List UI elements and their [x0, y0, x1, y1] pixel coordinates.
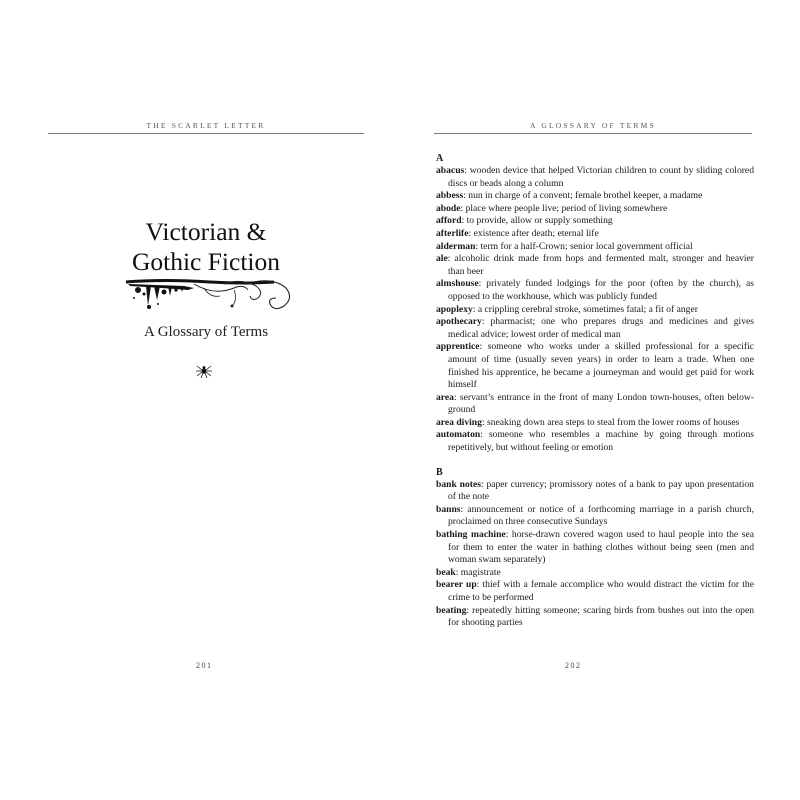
glossary-list: [436, 153, 754, 630]
entry-definition: : someone who resembles a machine by going through motions repetitively, but without feeling or emotion: [448, 429, 754, 454]
entry-definition: : thief with a female accomplice who would distract the victim for the crime to be performed: [448, 579, 754, 603]
ink-splatter-scroll-ornament: [124, 276, 296, 316]
entry-definition: : pharmacist; one who prepares drugs and medicines and gives medical advice; lowest order of medical man: [448, 316, 754, 340]
subtitle: A Glossary of Terms: [143, 324, 269, 340]
entry-term: bearer up: [436, 579, 477, 591]
entry-definition: : nun in charge of a convent; female brothel keeper, a madame: [463, 190, 703, 202]
entry-definition: : wooden device that helped Victorian children to count by sliding colored discs or beads along a column: [448, 165, 754, 189]
entry-definition: : paper currency; promissory notes of a bank to pay upon presentation of the note: [448, 478, 754, 503]
glossary-entry: [436, 392, 754, 417]
entry-term: area diving: [436, 416, 482, 428]
glossary-entry: [436, 504, 754, 529]
glossary-entry: [436, 567, 754, 580]
section-letter: A: [436, 153, 444, 164]
glossary-entry: [436, 429, 754, 454]
page-number: 202: [565, 661, 582, 670]
page-number: 201: [196, 661, 213, 670]
entry-definition: : place where people live; period of living somewhere: [460, 202, 668, 214]
entry-term: afford: [436, 215, 462, 227]
glossary-entry: [436, 190, 754, 203]
entry-term: beating: [436, 604, 467, 616]
entry-definition: : term for a half-Crown; senior local government official: [475, 240, 693, 252]
running-head: A GLOSSARY OF TERMS: [530, 121, 656, 130]
entry-definition: : existence after death; eternal life: [468, 227, 599, 239]
title-line-1: Victorian &: [145, 217, 267, 246]
entry-term: bathing machine: [436, 529, 506, 541]
glossary-entry: [436, 579, 754, 604]
entry-term: automaton: [436, 429, 481, 441]
glossary-entry: [436, 165, 754, 190]
glossary-entry: [436, 228, 754, 241]
entry-definition: : someone who works under a skilled professional for a specific amount of time (usually seven years) in order to learn a trade. When one finished his apprentice, he became a journeyman and would get paid for work himself: [448, 341, 754, 391]
glossary-entry: [436, 529, 754, 567]
entry-term: ale: [436, 253, 448, 265]
entry-definition: : privately funded lodgings for the poor (often by the church), as opposed to the workhouse, which was publicly funded: [448, 278, 754, 302]
running-head: THE SCARLET LETTER: [146, 121, 266, 130]
entry-term: abacus: [436, 165, 465, 176]
glossary-entry: [436, 278, 754, 303]
spider-icon: [195, 363, 213, 379]
entry-term: banns: [436, 503, 461, 515]
section-spacer: [436, 455, 754, 467]
title-line-2: Gothic Fiction: [131, 247, 281, 276]
entry-term: apprentice: [436, 341, 480, 353]
header-rule: [434, 133, 752, 134]
entry-definition: : announcement or notice of a forthcoming marriage in a parish church, proclaimed on three consecutive Sundays: [448, 503, 754, 528]
glossary-entry: [436, 605, 754, 630]
glossary-entry: [436, 341, 754, 391]
entry-definition: : sneaking down area steps to steal from the lower rooms of houses: [481, 416, 740, 428]
entry-term: apoplexy: [436, 303, 473, 315]
entry-term: alderman: [436, 240, 476, 252]
glossary-entry: [436, 203, 754, 216]
right-page: [400, 0, 800, 800]
section-letter: B: [436, 466, 443, 478]
entry-definition: : servant’s entrance in the front of many London town-houses, often below-ground: [448, 391, 754, 416]
entry-term: area: [436, 391, 454, 403]
glossary-entry: [436, 316, 754, 341]
glossary-entry: [436, 304, 754, 317]
entry-term: apothecary: [436, 316, 482, 328]
entry-definition: : horse-drawn covered wagon used to haul people into the sea for them to enter the water in bathing clothes without being seen (men and woman swam separately): [448, 529, 754, 566]
glossary-entry: [436, 479, 754, 504]
entry-term: almshouse: [436, 278, 479, 290]
entry-term: beak: [436, 566, 456, 578]
entry-definition: : a crippling cerebral stroke, sometimes fatal; a fit of anger: [472, 303, 698, 315]
glossary-entry: [436, 253, 754, 278]
entry-definition: : to provide, allow or supply something: [461, 215, 613, 227]
glossary-entry: [436, 215, 754, 228]
entry-term: afterlife: [436, 227, 469, 239]
entry-definition: : magistrate: [455, 566, 501, 578]
glossary-entry: [436, 417, 754, 430]
book-title: [48, 217, 364, 277]
entry-term: abbess: [436, 190, 464, 202]
entry-term: bank notes: [436, 478, 481, 490]
entry-definition: : alcoholic drink made from hops and fermented malt, stronger and heavier than beer: [447, 253, 754, 277]
header-rule: [48, 133, 364, 134]
entry-definition: : repeatedly hitting someone; scaring birds from bushes out into the open for shooting parties: [448, 604, 754, 629]
glossary-entry: [436, 241, 754, 254]
entry-term: abode: [436, 202, 461, 214]
